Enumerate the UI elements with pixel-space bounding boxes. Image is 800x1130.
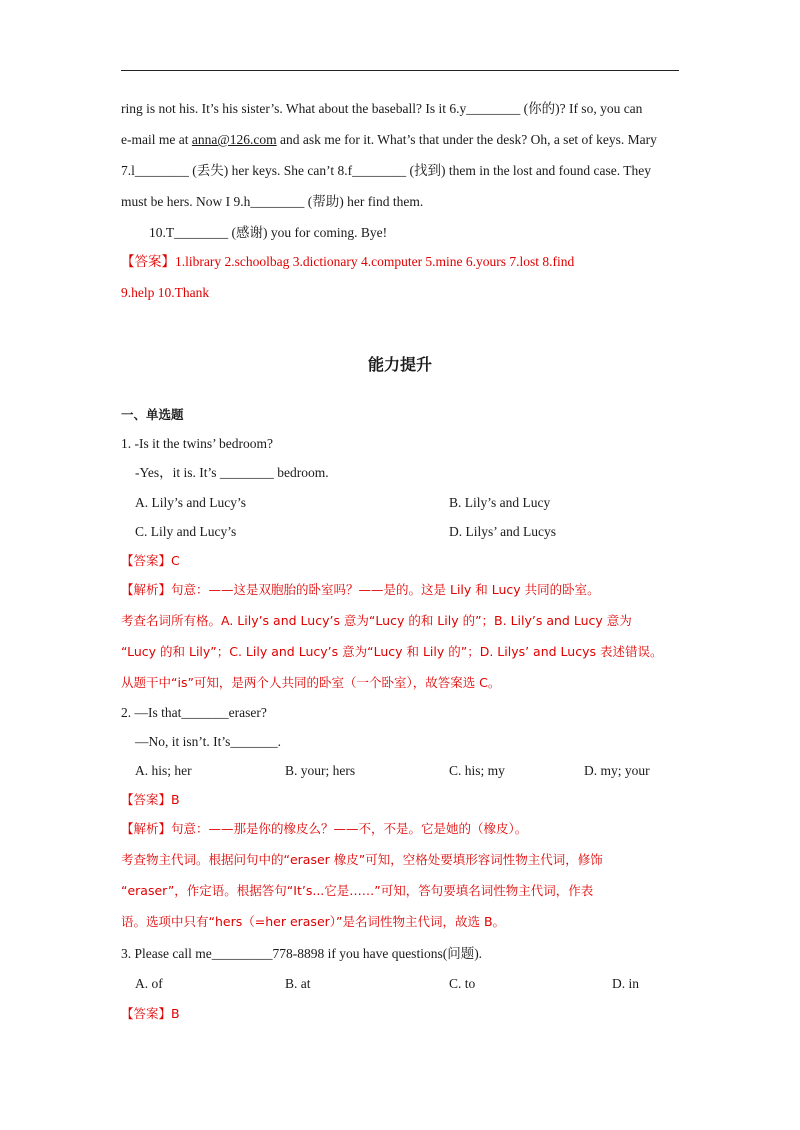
q3-option-b: B. at (285, 976, 311, 991)
section-title: 能力提升 (367, 355, 432, 374)
q1-option-a: A. Lily’s and Lucy’s (135, 495, 246, 510)
q2-option-c: C. his; my (449, 763, 505, 778)
header-rule (121, 70, 679, 71)
q2-analysis-3: “eraser”，作定语。根据答句“It’s...它是……”可知，答句要填名词性物主代词，作表 (121, 883, 594, 898)
passage-line-2-pre: e-mail me at (121, 132, 192, 147)
passage-answer-line-1: 【答案】1.library 2.schoolbag 3.dictionary 4.computer 5.mine 6.yours 7.lost 8.find (121, 254, 575, 269)
passage-line-2 (121, 131, 657, 149)
section-heading: 一、单选题 (121, 407, 184, 422)
q1-option-b: B. Lily’s and Lucy (449, 495, 551, 510)
q1-stem-1: 1. -Is it the twins’ bedroom? (121, 436, 273, 451)
q2-option-d: D. my; your (584, 763, 650, 778)
q1-answer: 【答案】C (121, 553, 180, 568)
q2-answer: 【答案】B (121, 792, 180, 807)
q2-analysis-4: 语。选项中只有“hers（=her eraser）”是名词性物主代词，故选 B。 (121, 914, 506, 929)
q1-analysis-1: 【解析】句意：——这是双胞胎的卧室吗？——是的。这是 Lily 和 Lucy 共同的卧室。 (121, 582, 600, 597)
q3-answer: 【答案】B (121, 1006, 180, 1021)
q2-stem-2: —No, it isn’t. It’s_______. (135, 734, 282, 749)
q2-analysis-2: 考查物主代词。根据问句中的“eraser 橡皮”可知，空格处要填形容词性物主代词，修饰 (121, 852, 603, 867)
passage-line-5: 10.T________ (感谢) you for coming. Bye! (149, 225, 388, 240)
passage-line-3: 7.l________ (丢失) her keys. She can’t 8.f________ (找到) them in the lost and found case. They (121, 163, 652, 178)
q2-analysis-1: 【解析】句意：——那是你的橡皮么？——不，不是。它是她的（橡皮）。 (121, 821, 528, 836)
q1-analysis-4: 从题干中“is”可知，是两个人共同的卧室（一个卧室），故答案选 C。 (121, 675, 501, 690)
passage-answer-line-2: 9.help 10.Thank (121, 285, 210, 300)
q2-stem-1: 2. —Is that_______eraser? (121, 705, 267, 720)
q1-analysis-3: “Lucy 的和 Lily”；C. Lily and Lucy’s 意为“Lucy 和 Lily 的”；D. Lilys’ and Lucys 表述错误。 (121, 644, 663, 659)
q3-option-d: D. in (612, 976, 639, 991)
q1-option-c: C. Lily and Lucy’s (135, 524, 237, 539)
q3-stem-1: 3. Please call me_________778-8898 if you have questions(问题). (121, 946, 483, 961)
q1-analysis-2: 考查名词所有格。A. Lily’s and Lucy’s 意为“Lucy 的和 Lily 的”；B. Lily’s and Lucy 意为 (121, 613, 632, 628)
q3-option-a: A. of (135, 976, 163, 991)
email-link[interactable]: anna@126.com (191, 132, 277, 147)
q2-option-b: B. your; hers (285, 763, 356, 778)
q2-option-a: A. his; her (135, 763, 192, 778)
q1-stem-2: -Yes，it is. It’s ________ bedroom. (135, 465, 329, 480)
passage-line-2-post: and ask me for it. What’s that under the desk? Oh, a set of keys. Mary (276, 132, 657, 147)
q1-option-d: D. Lilys’ and Lucys (449, 524, 556, 539)
passage-line-4: must be hers. Now I 9.h________ (帮助) her find them. (121, 194, 424, 209)
q3-option-c: C. to (449, 976, 476, 991)
passage-line-1: ring is not his. It’s his sister’s. What about the baseball? Is it 6.y________ (你的)? If so, you can (121, 101, 643, 116)
